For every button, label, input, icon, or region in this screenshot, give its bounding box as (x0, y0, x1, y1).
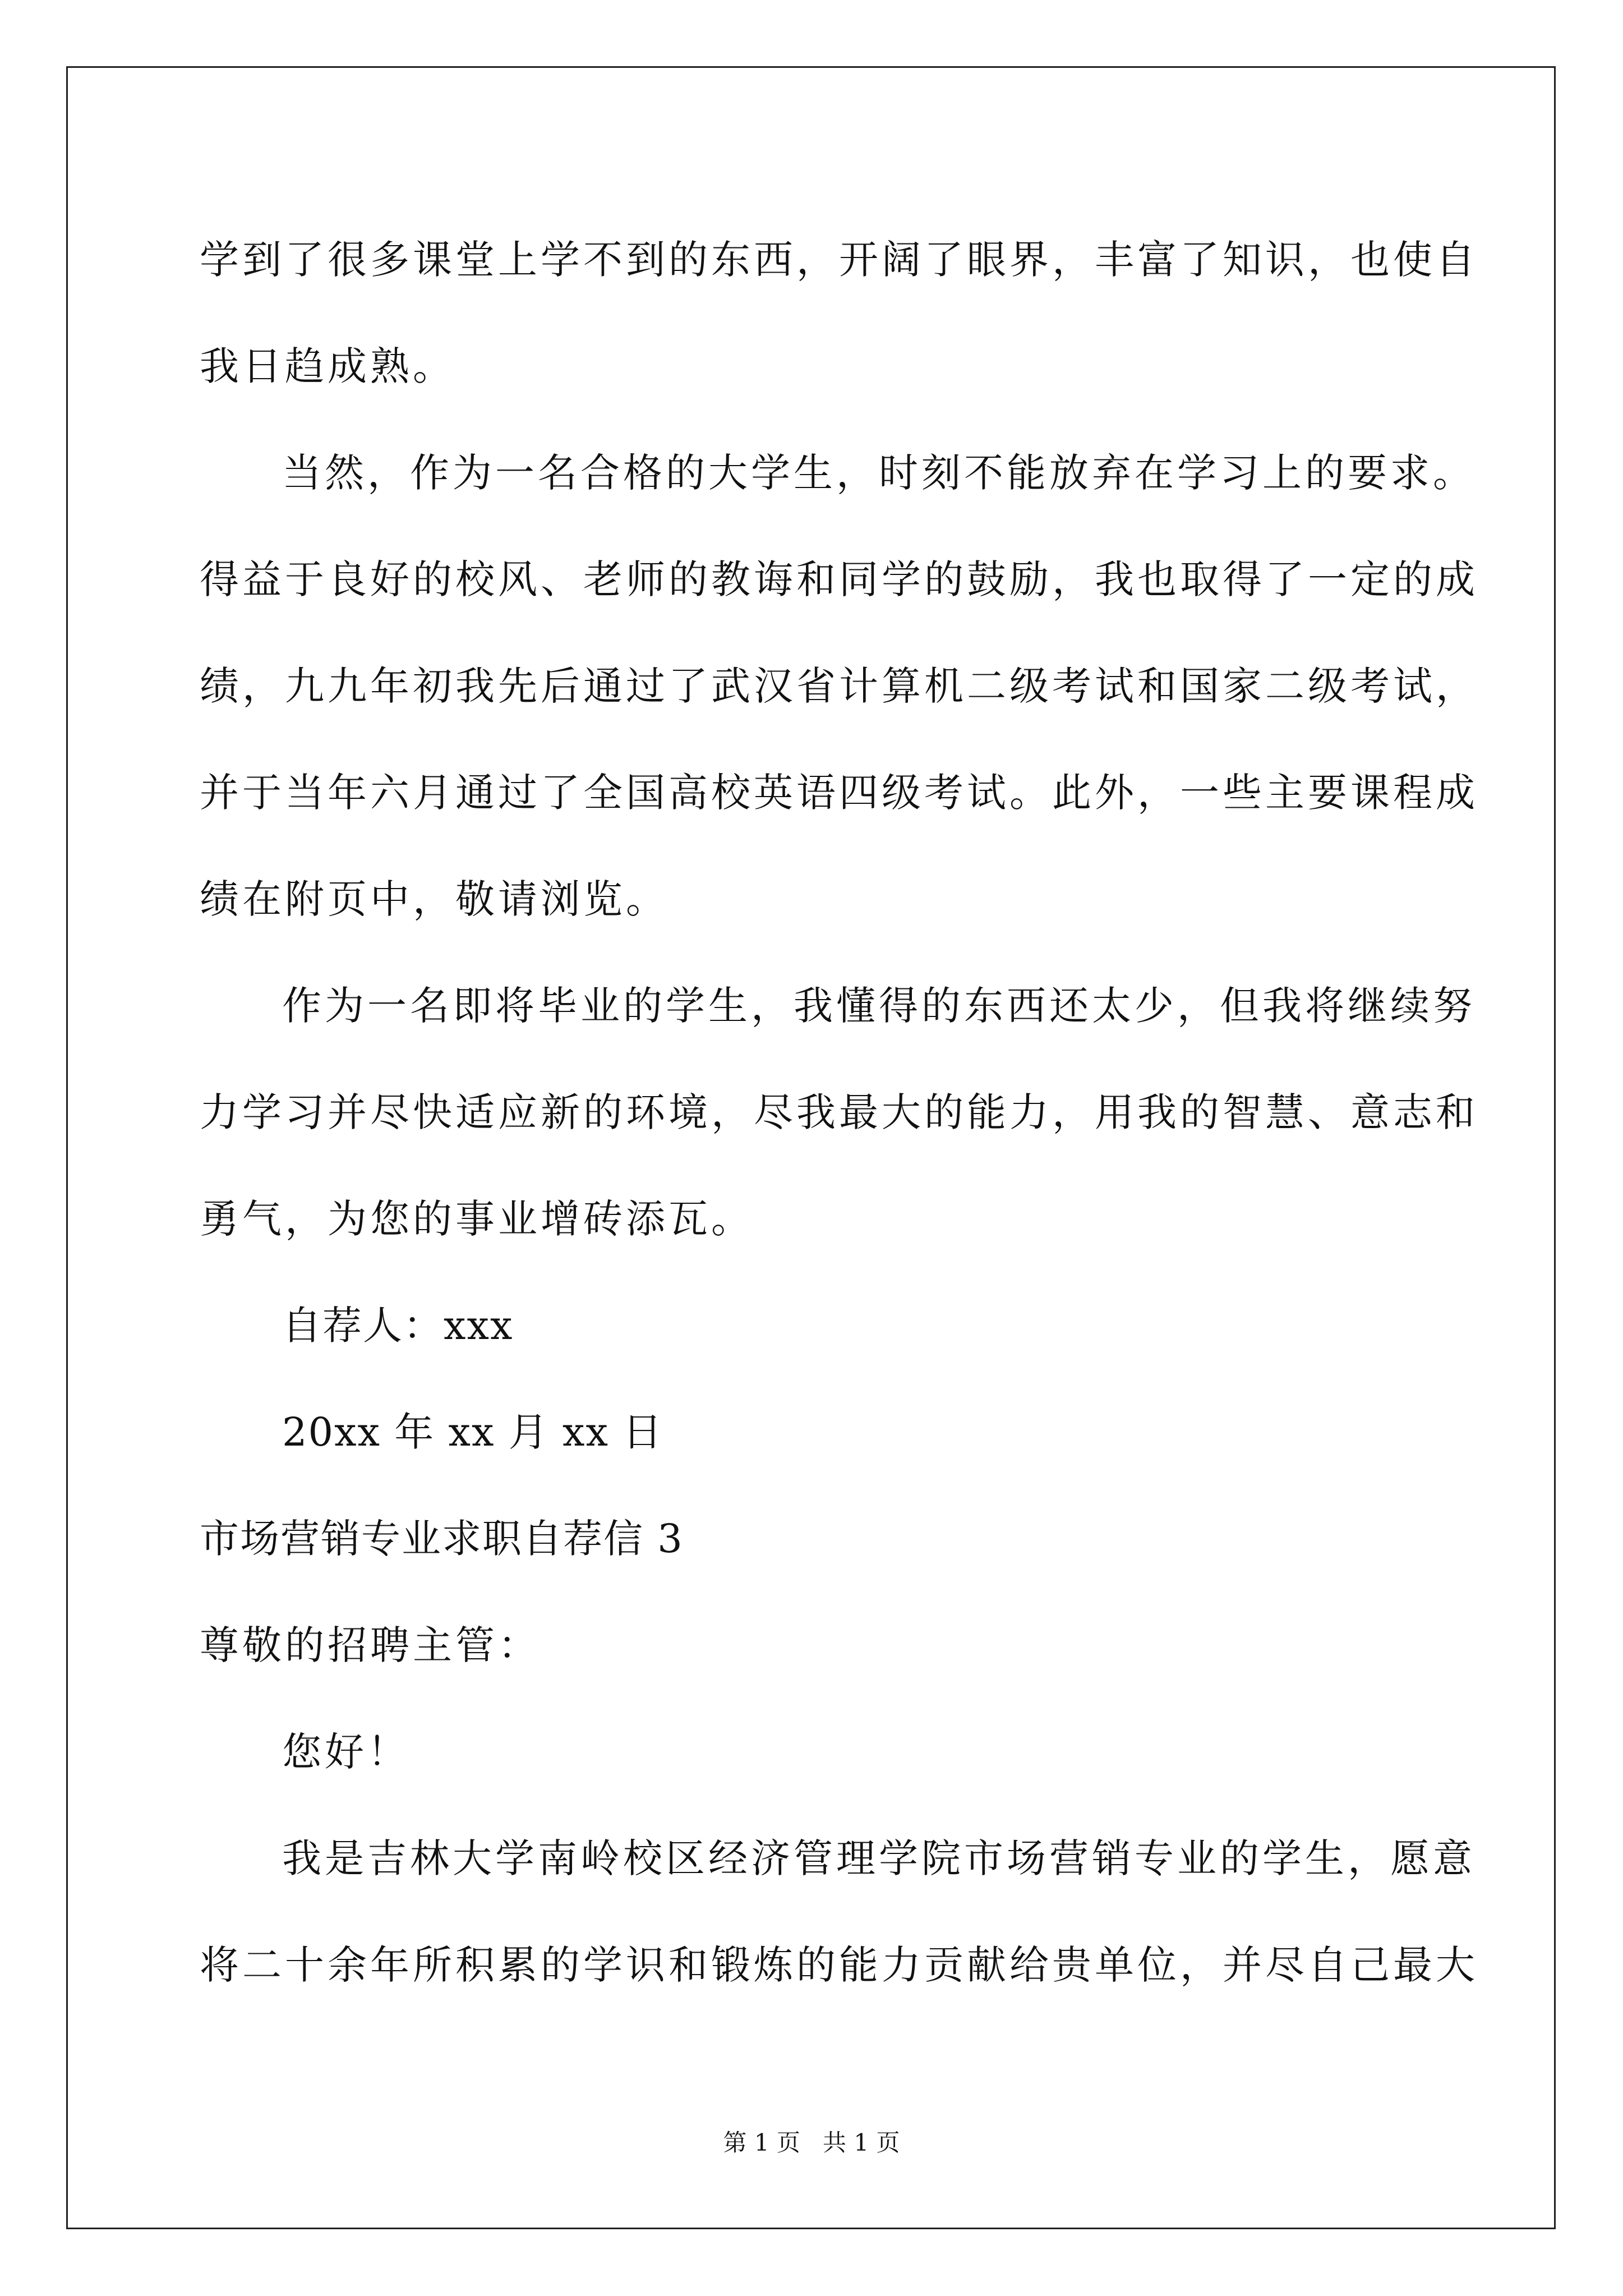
paragraph-line: 绩在附页中，敬请浏览。 (200, 876, 668, 922)
page-number-footer: 第 1 页 共 1 页 (723, 2129, 900, 2156)
paragraph-line: 得益于良好的校风、老师的教诲和同学的鼓励，我也取得了一定的成 (200, 556, 1478, 602)
paragraph-line: 并于当年六月通过了全国高校英语四级考试。此外，一些主要课程成 (200, 770, 1478, 816)
salutation: 尊敬的招聘主管： (200, 1622, 541, 1668)
signature-line: 自荐人：xxx (282, 1303, 514, 1349)
paragraph-line: 当然，作为一名合格的大学生，时刻不能放弃在学习上的要求。 (282, 450, 1476, 496)
paragraph-line: 勇气，为您的事业增砖添瓦。 (200, 1196, 754, 1242)
date-line: 20xx 年 xx 月 xx 日 (282, 1409, 663, 1455)
paragraph-line: 学到了很多课堂上学不到的东西，开阔了眼界，丰富了知识，也使自 (200, 237, 1478, 283)
document-body (200, 206, 1478, 2018)
section-title: 市场营销专业求职自荐信 3 (200, 1516, 684, 1562)
paragraph-line: 绩，九九年初我先后通过了武汉省计算机二级考试和国家二级考试， (200, 663, 1478, 709)
paragraph-line: 作为一名即将毕业的学生，我懂得的东西还太少，但我将继续努 (282, 983, 1476, 1029)
greeting: 您好！ (282, 1729, 410, 1775)
paragraph-line: 我日趋成熟。 (200, 343, 455, 389)
paragraph-line: 将二十余年所积累的学识和锻炼的能力贡献给贵单位，并尽自己最大 (200, 1942, 1478, 1988)
paragraph-line: 力学习并尽快适应新的环境，尽我最大的能力，用我的智慧、意志和 (200, 1089, 1478, 1135)
paragraph-line: 我是吉林大学南岭校区经济管理学院市场营销专业的学生，愿意 (282, 1835, 1476, 1881)
